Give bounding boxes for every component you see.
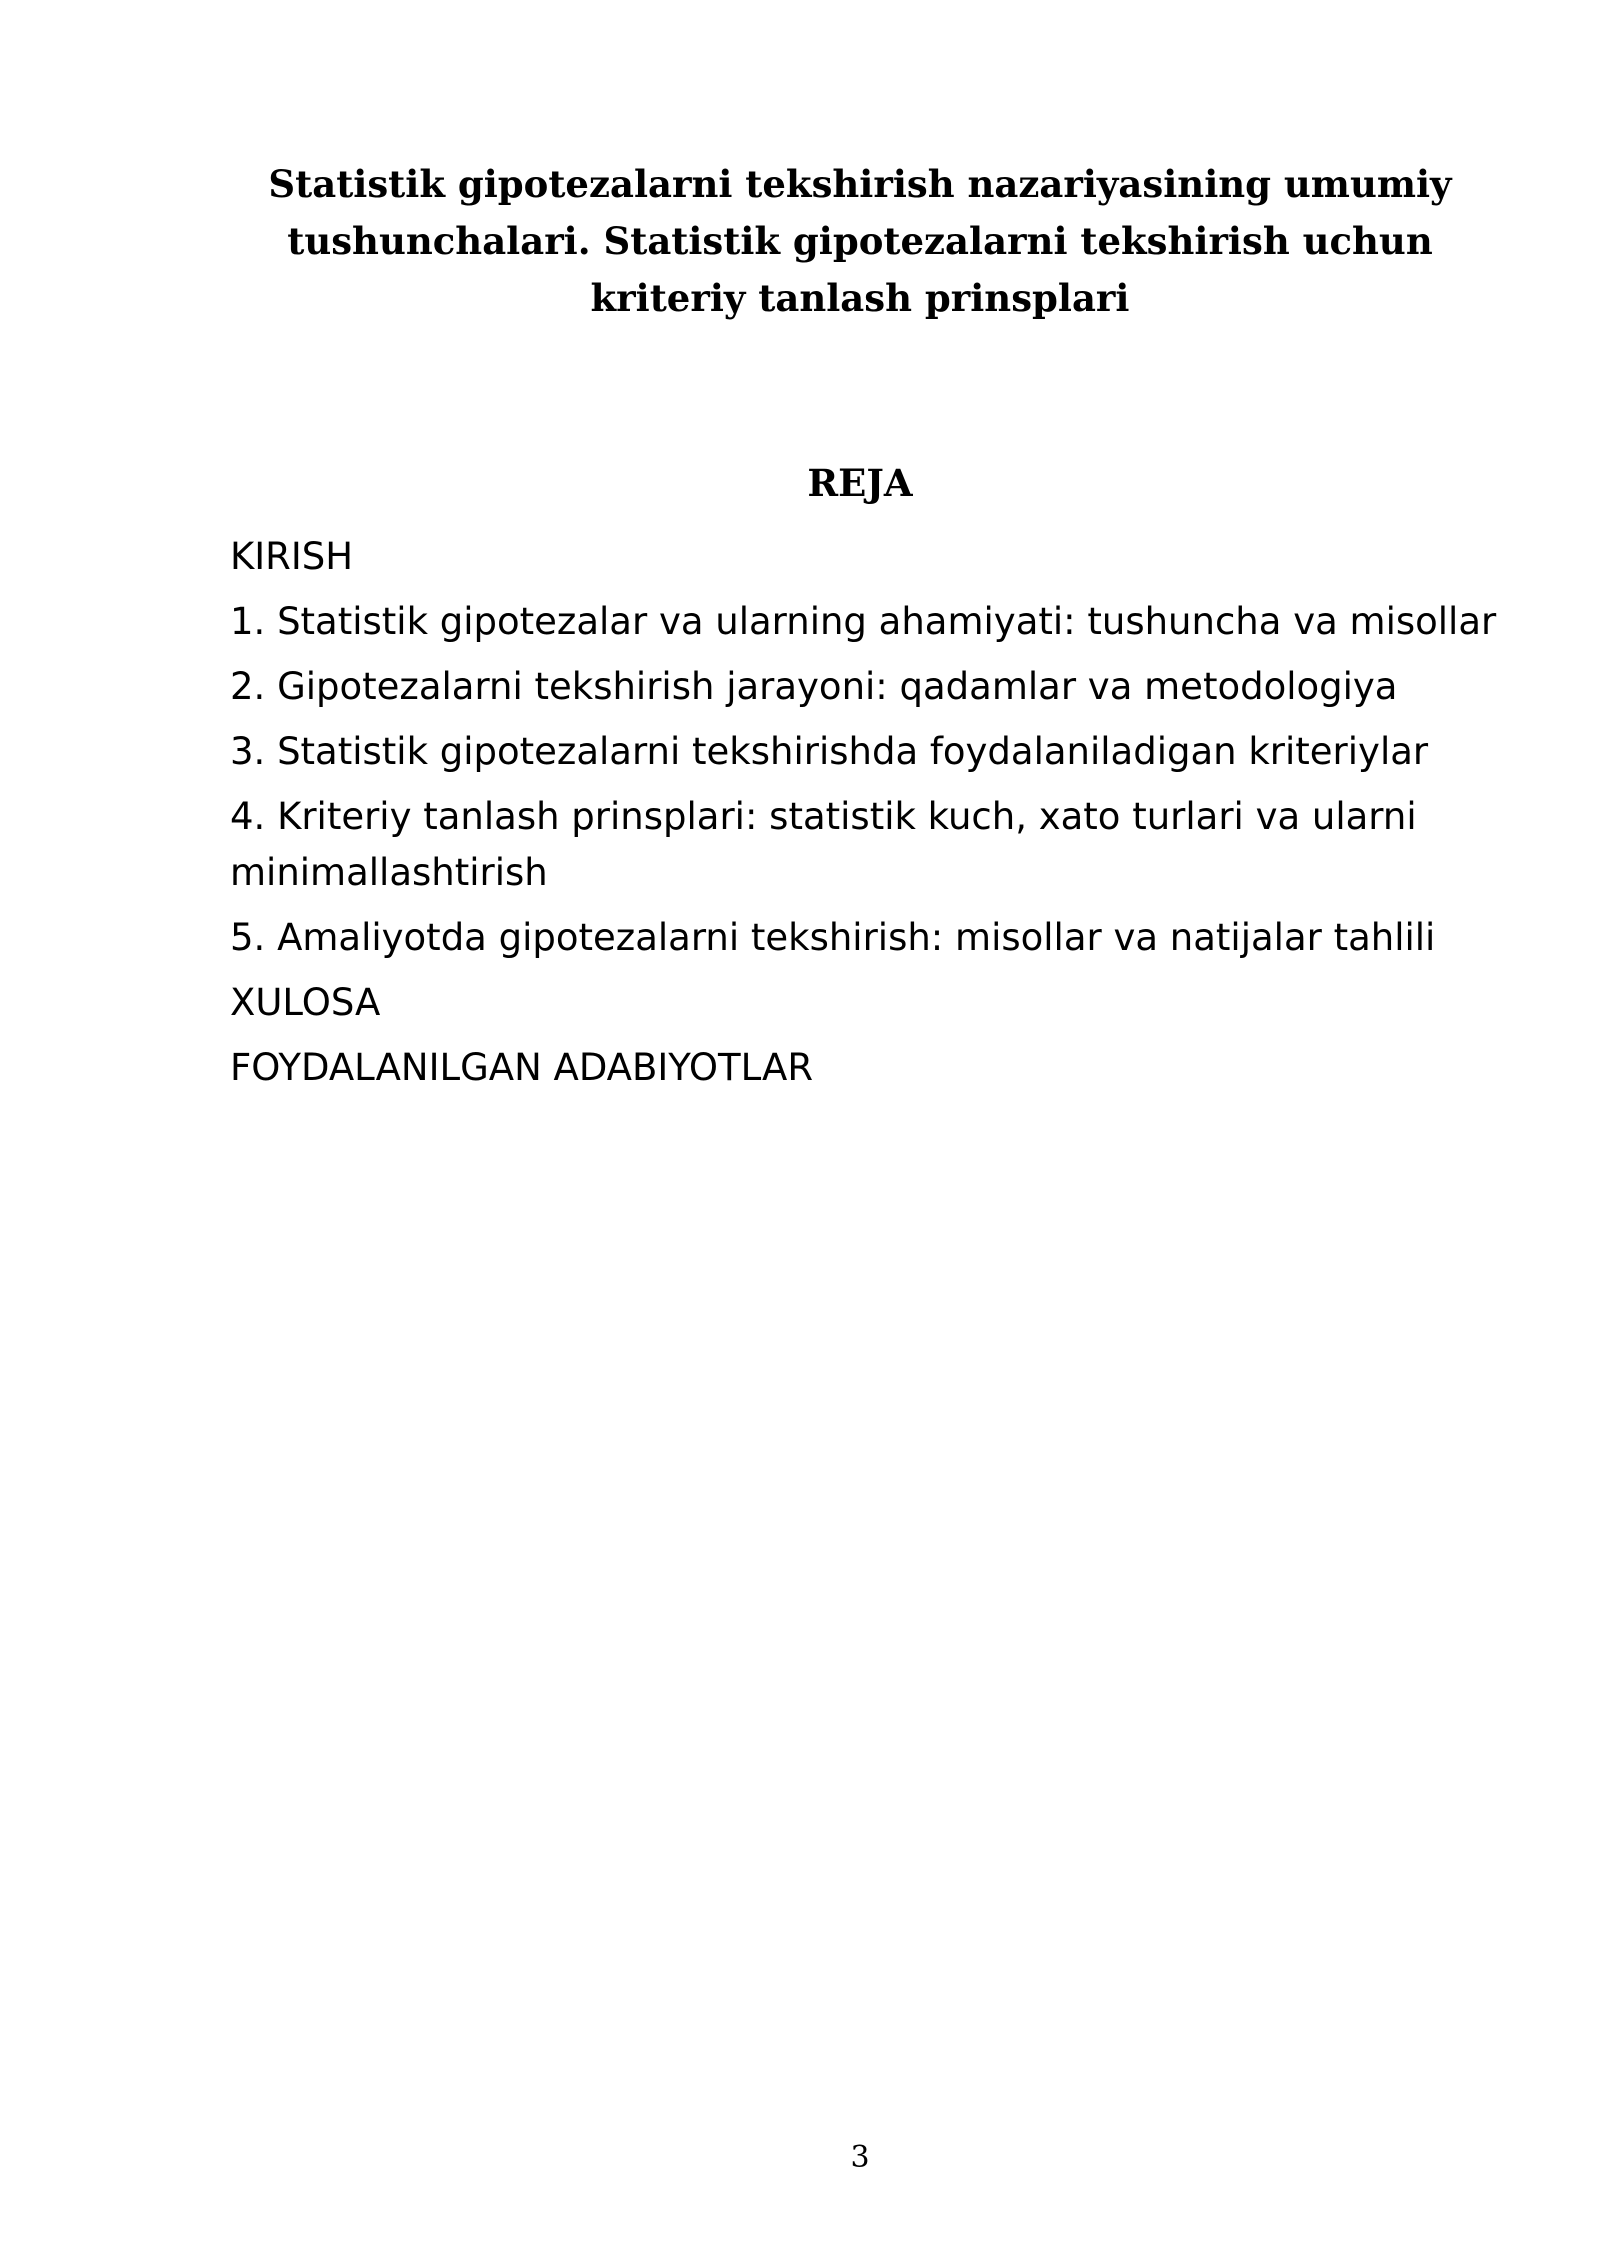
- page-number: 3: [850, 2140, 870, 2175]
- plan-item-3: 3. Statistik gipotezalarni tekshirishda foydalaniladigan kriteriylar: [230, 730, 1429, 773]
- plan-item-references: FOYDALANILGAN ADABIYOTLAR: [230, 1046, 814, 1089]
- plan-item-1: 1. Statistik gipotezalar va ularning ahamiyati: tushuncha va misollar: [230, 600, 1497, 643]
- plan-item-conclusion: XULOSA: [230, 981, 381, 1024]
- plan-list: [230, 529, 1520, 1105]
- plan-item-introduction: KIRISH: [230, 535, 354, 578]
- plan-item-2: 2. Gipotezalarni tekshirish jarayoni: qadamlar va metodologiya: [230, 665, 1398, 708]
- plan-item-4: 4. Kriteriy tanlash prinsplari: statistik kuch, xato turlari va ularni minimallashtirish: [230, 795, 1417, 894]
- document-title: Statistik gipotezalarni tekshirish nazariyasining umumiy tushunchalari. Statistik gipotezalarni tekshirish uchun kriteriy tanlash prinsplari: [268, 162, 1452, 320]
- plan-heading: REJA: [807, 461, 913, 505]
- plan-item-5: 5. Amaliyotda gipotezalarni tekshirish: misollar va natijalar tahlili: [230, 916, 1436, 959]
